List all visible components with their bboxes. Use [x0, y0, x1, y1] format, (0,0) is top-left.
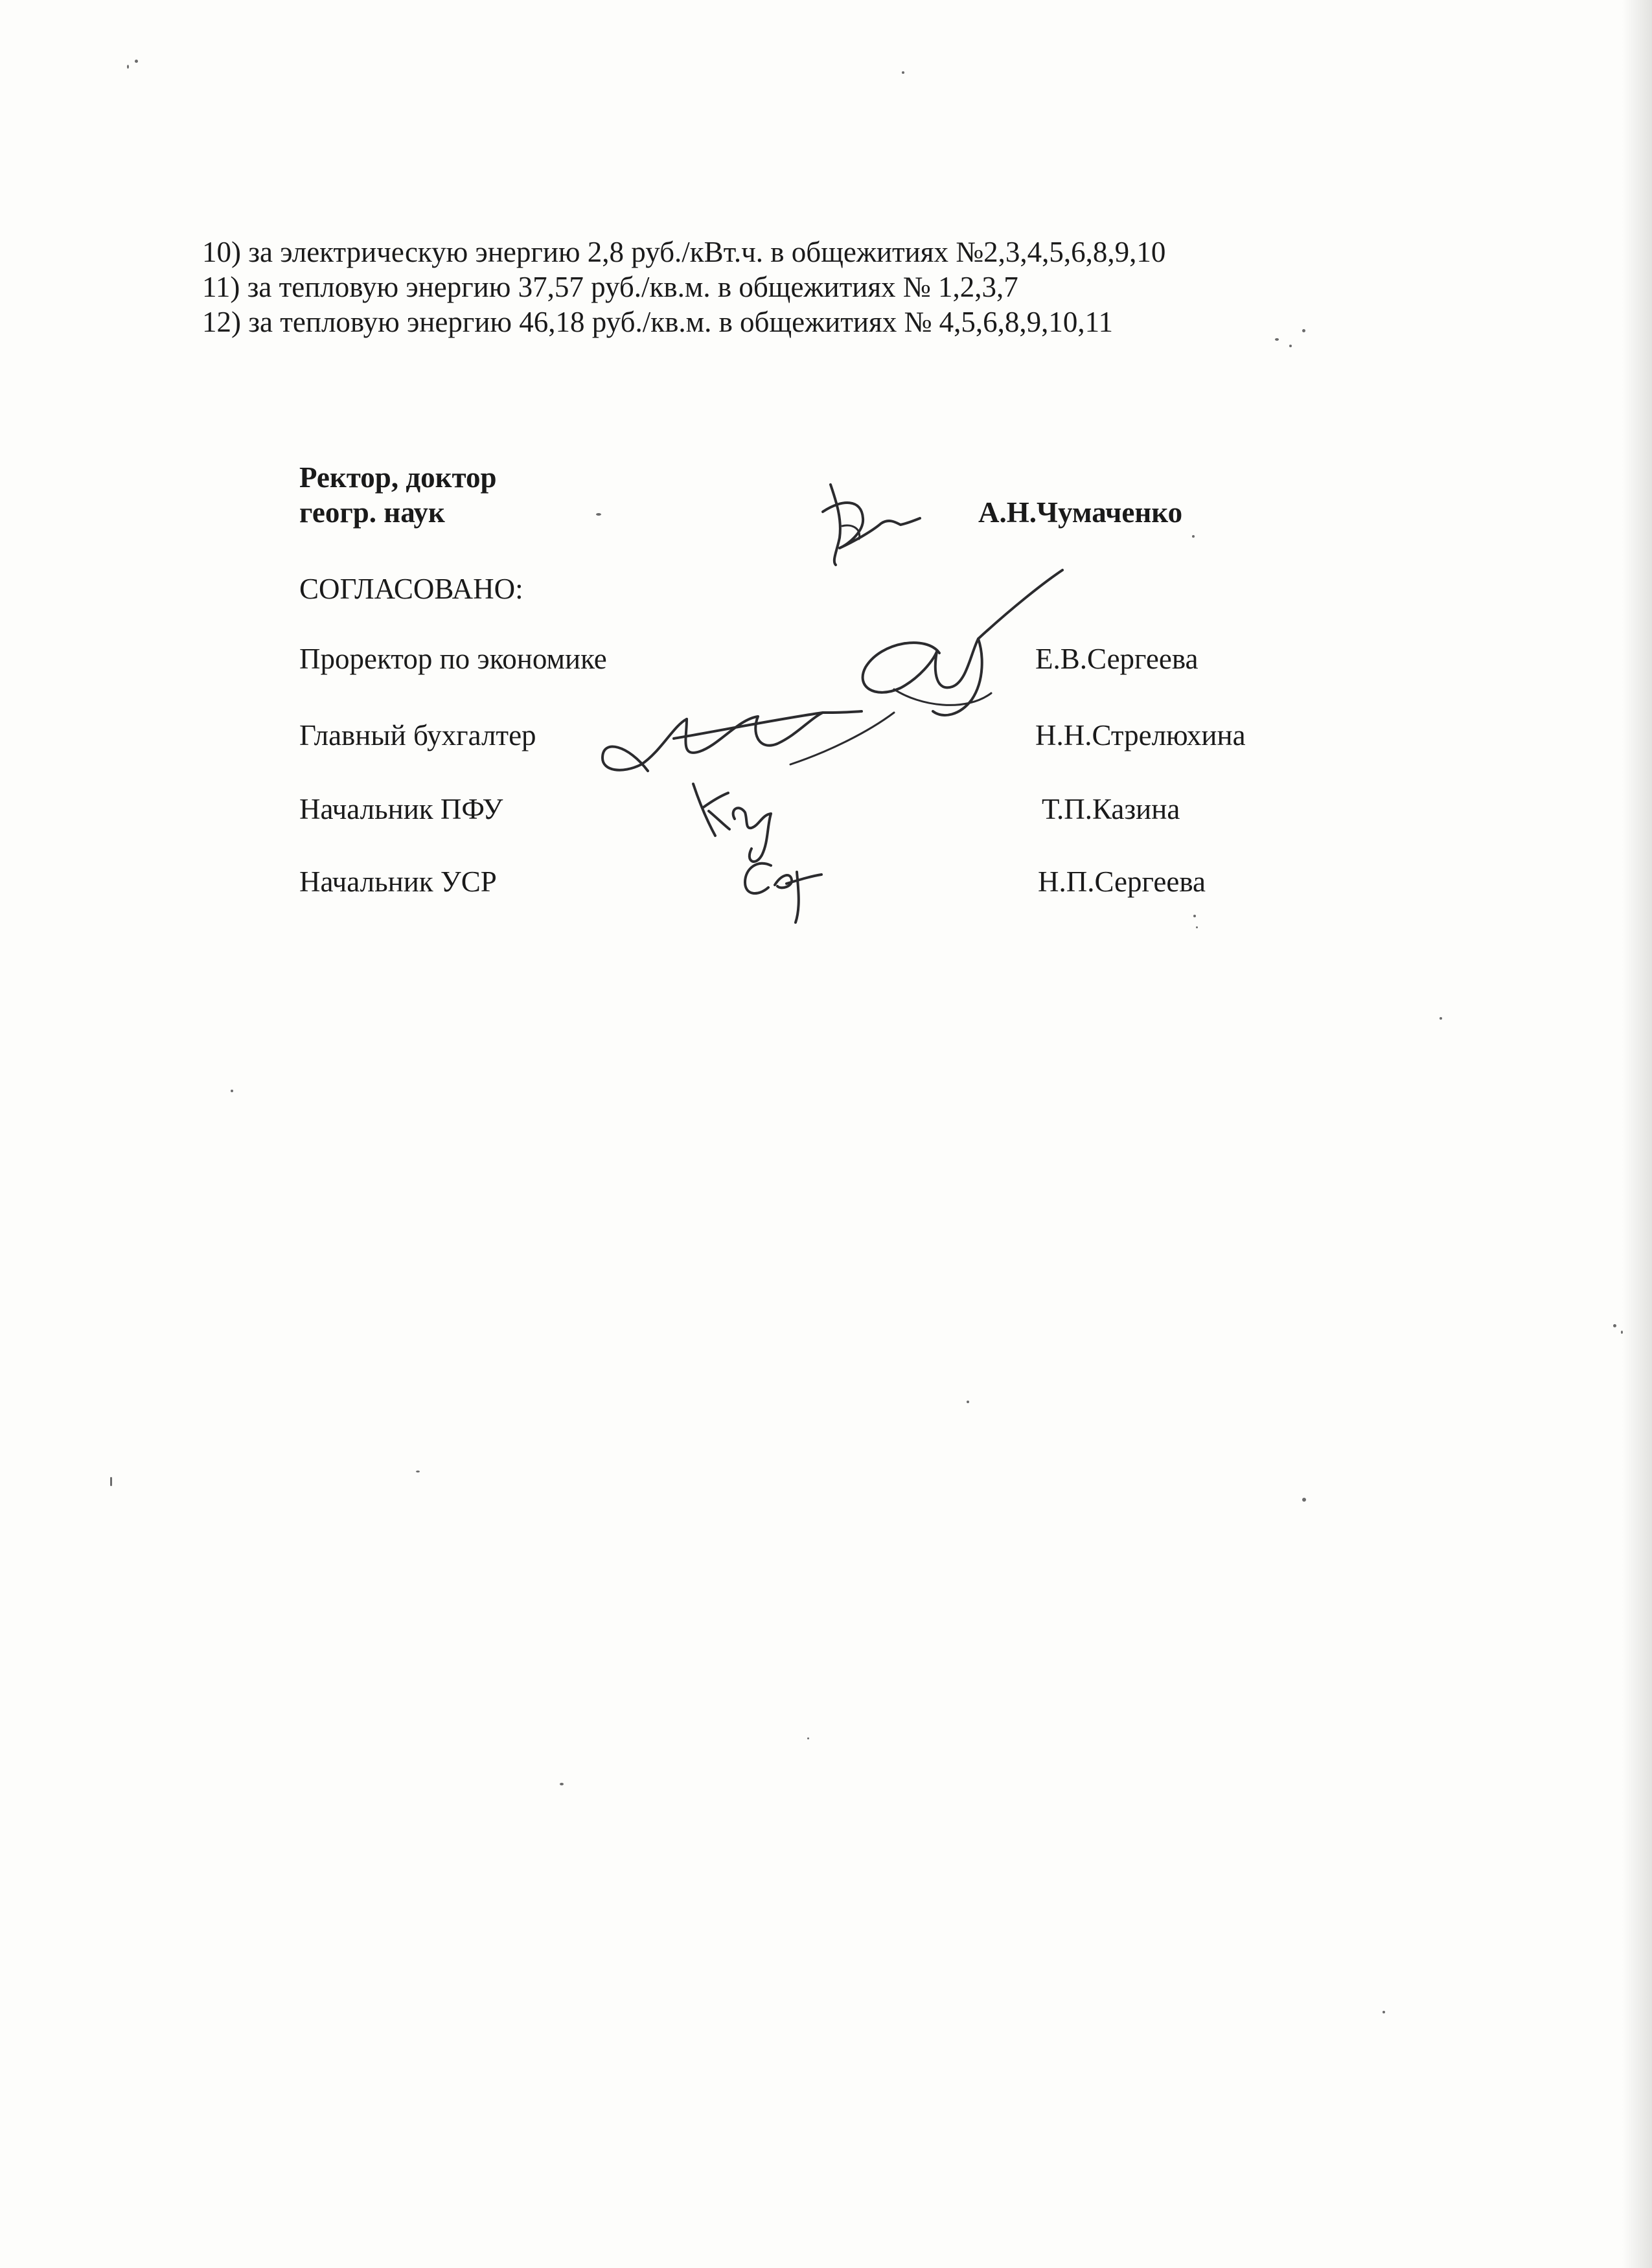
- scan-speck: [967, 1401, 969, 1403]
- scan-speck: [1302, 1498, 1306, 1502]
- scan-speck: [416, 1471, 420, 1472]
- scan-speck: [902, 71, 904, 74]
- tariff-item: 10) за электрическую энергию 2,8 руб./кВт.ч. в общежитиях №2,3,4,5,6,8,9,10: [202, 236, 1166, 268]
- approver-row: [299, 641, 1297, 676]
- scan-speck: [1613, 1324, 1616, 1327]
- scan-speck: [1196, 926, 1198, 928]
- approver-role: Начальник ПФУ: [299, 793, 503, 825]
- scan-speck: [1275, 338, 1279, 341]
- scan-speck: [110, 1477, 112, 1486]
- approver-name: Т.П.Казина: [1042, 793, 1180, 825]
- scan-speck: [1192, 535, 1195, 538]
- scan-speck: [1621, 1331, 1623, 1334]
- rector-name: А.Н.Чумаченко: [978, 496, 1183, 529]
- agreed-label: СОГЛАСОВАНО:: [299, 573, 523, 605]
- approver-row: [299, 792, 1297, 827]
- approver-row: [299, 718, 1297, 753]
- approver-role: Главный бухгалтер: [299, 719, 536, 751]
- scan-speck: [1289, 345, 1292, 347]
- approver-row: [299, 864, 1297, 899]
- scan-speck: [1440, 1017, 1442, 1020]
- tariff-item: 11) за тепловую энергию 37,57 руб./кв.м. в общежитиях № 1,2,3,7: [202, 271, 1018, 303]
- scan-edge-shadow: [1622, 0, 1652, 2268]
- approver-name: Н.Н.Стрелюхина: [1035, 719, 1246, 751]
- scan-speck: [596, 513, 601, 516]
- scan-speck: [127, 65, 129, 69]
- scan-speck: [135, 60, 138, 63]
- approver-role: Проректор по экономике: [299, 643, 607, 675]
- tariff-item: 12) за тепловую энергию 46,18 руб./кв.м. в общежитиях № 4,5,6,8,9,10,11: [202, 306, 1113, 338]
- rector-title-line2: геогр. наук: [299, 496, 445, 529]
- scan-speck: [1382, 2011, 1385, 2013]
- approver-role: Начальник УСР: [299, 865, 497, 898]
- approver-name: Е.В.Сергеева: [1035, 643, 1199, 675]
- scan-speck: [231, 1090, 233, 1092]
- approver-name: Н.П.Сергеева: [1038, 865, 1206, 898]
- scan-speck: [807, 1737, 809, 1739]
- rector-title: [299, 460, 497, 530]
- scan-speck: [1302, 329, 1305, 332]
- rector-title-line1: Ректор, доктор: [299, 461, 497, 494]
- scan-speck: [1193, 915, 1196, 917]
- tariff-list: [202, 235, 1165, 339]
- signature-block: [299, 460, 1297, 913]
- scan-speck: [560, 1783, 564, 1785]
